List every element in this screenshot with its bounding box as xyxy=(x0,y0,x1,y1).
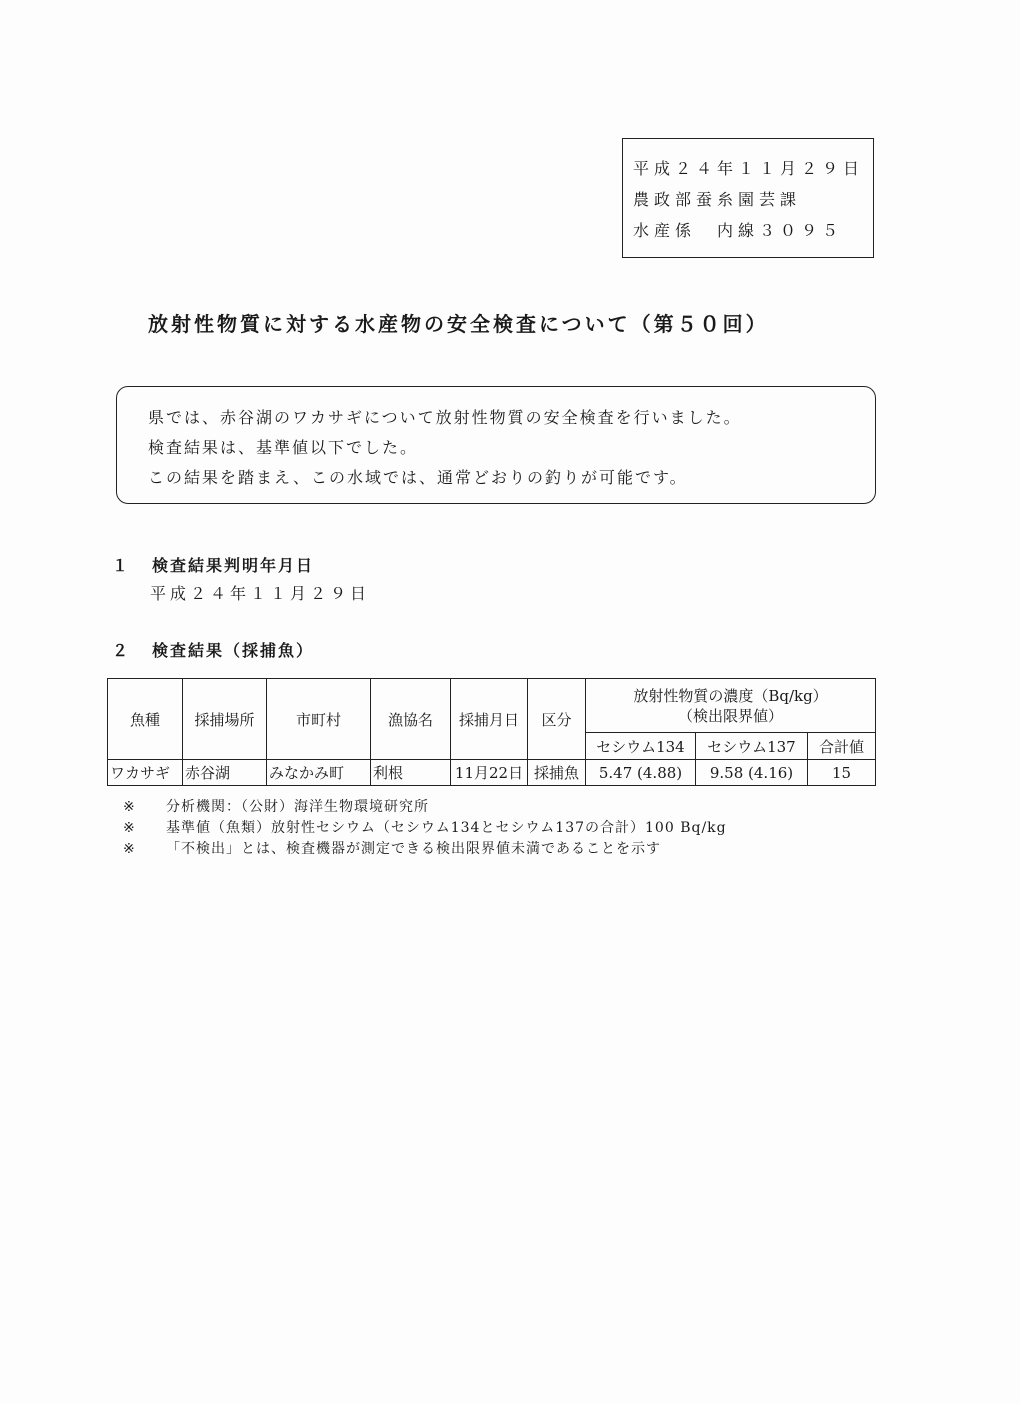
cell-cs134: 5.47 (4.88) xyxy=(586,760,696,786)
header-location: 採捕場所 xyxy=(183,679,267,760)
cell-category: 採捕魚 xyxy=(528,760,586,786)
note-mark: ※ xyxy=(123,820,136,836)
section-number: １ xyxy=(112,556,131,575)
header-species: 魚種 xyxy=(108,679,183,760)
note-text: 基準値（魚類）放射性セシウム（セシウム134とセシウム137の合計）100 Bq/kg xyxy=(166,820,727,836)
note-item xyxy=(123,839,727,860)
cell-date: 11月22日 xyxy=(451,760,528,786)
header-cooperative: 漁協名 xyxy=(371,679,451,760)
issue-date: 平成２４年１１月２９日 xyxy=(633,159,865,178)
cell-municipality: みなかみ町 xyxy=(267,760,371,786)
summary-line: 検査結果は、基準値以下でした。 xyxy=(148,438,419,457)
section-title: 検査結果（採捕魚） xyxy=(152,641,315,660)
notes xyxy=(123,797,727,860)
note-text: 分析機関：（公財）海洋生物環境研究所 xyxy=(166,799,429,815)
note-mark: ※ xyxy=(123,799,136,815)
sender-box xyxy=(622,138,874,258)
cell-total: 15 xyxy=(808,760,876,786)
cell-species: ワカサギ xyxy=(108,760,183,786)
header-municipality: 市町村 xyxy=(267,679,371,760)
note-text: 「不検出」とは、検査機器が測定できる検出限界値未満であることを示す xyxy=(166,841,661,857)
section-title: 検査結果判明年月日 xyxy=(152,556,315,575)
header-category: 区分 xyxy=(528,679,586,760)
document-title: 放射性物質に対する水産物の安全検査について（第５０回） xyxy=(148,312,769,336)
header-total: 合計値 xyxy=(808,733,876,760)
section-1-heading xyxy=(112,553,314,576)
header-concentration-line2: （検出限界値） xyxy=(677,706,783,725)
header-concentration xyxy=(586,679,876,733)
result-date: 平成２４年１１月２９日 xyxy=(150,584,371,603)
header-concentration-line1: 放射性物質の濃度（Bq/kg） xyxy=(633,686,828,705)
results-table xyxy=(107,678,876,786)
note-mark: ※ xyxy=(123,841,136,857)
summary-line: 県では、赤谷湖のワカサギについて放射性物質の安全検査を行いました。 xyxy=(148,408,742,427)
header-date: 採捕月日 xyxy=(451,679,528,760)
note-item xyxy=(123,818,727,839)
section-number: ２ xyxy=(112,641,131,660)
cell-location: 赤谷湖 xyxy=(183,760,267,786)
table-row xyxy=(108,760,876,786)
cell-cs137: 9.58 (4.16) xyxy=(696,760,808,786)
department: 農政部蚕糸園芸課 xyxy=(633,190,802,209)
summary-line: この結果を踏まえ、この水域では、通常どおりの釣りが可能です。 xyxy=(148,468,688,487)
note-item xyxy=(123,797,727,818)
section-2-heading xyxy=(112,638,314,661)
header-cs137: セシウム137 xyxy=(696,733,808,760)
header-cs134: セシウム134 xyxy=(586,733,696,760)
contact: 水産係 内線３０９５ xyxy=(633,221,844,240)
summary-box xyxy=(116,386,876,504)
cell-cooperative: 利根 xyxy=(371,760,451,786)
